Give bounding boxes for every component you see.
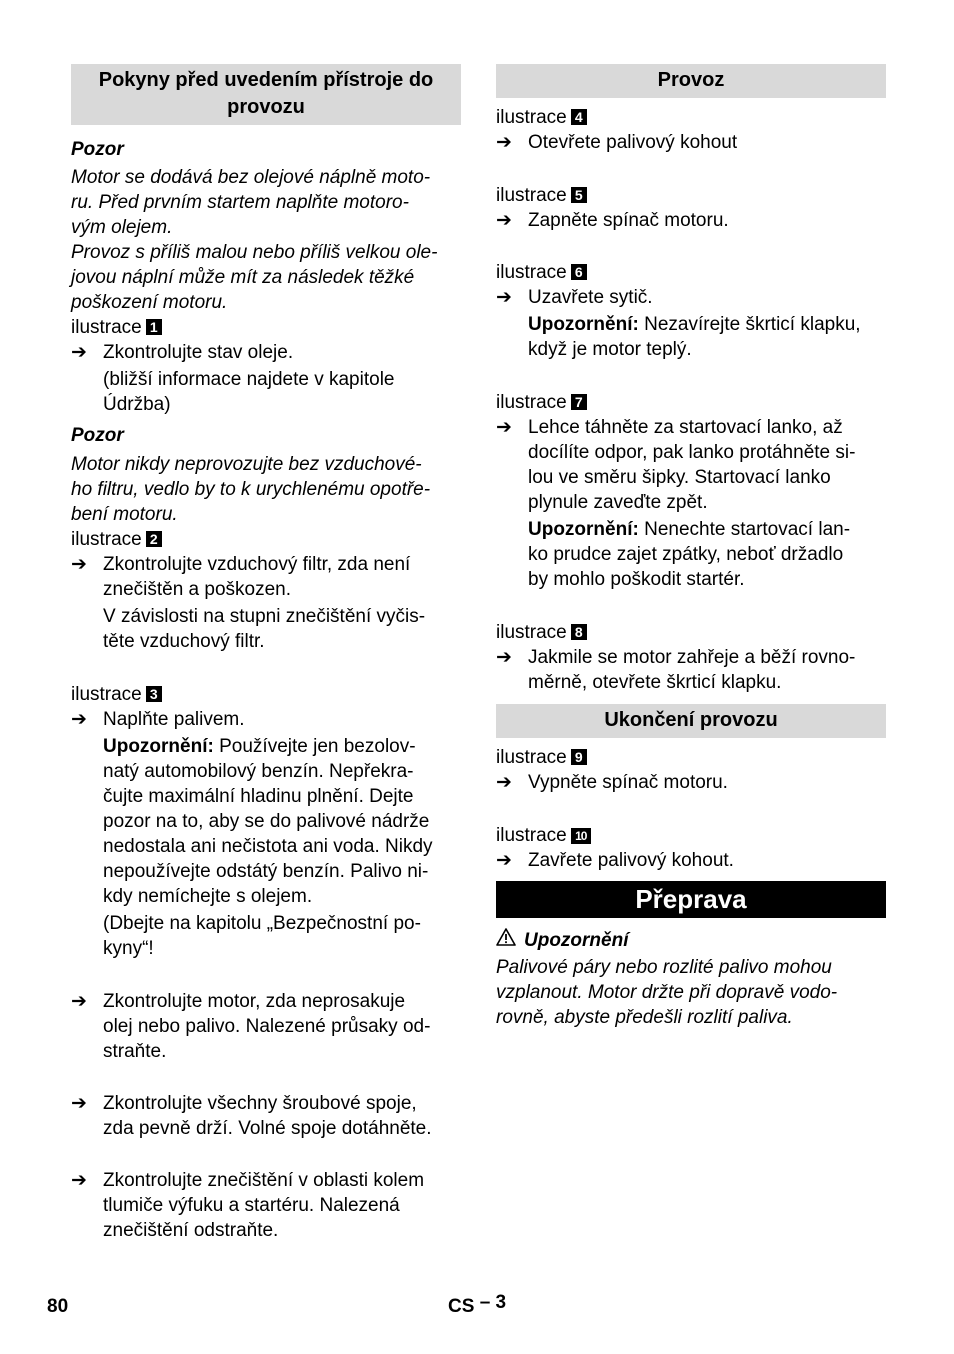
- caution-line: poškození motoru.: [71, 292, 228, 313]
- section-heading-transport: Přeprava: [496, 881, 886, 918]
- step-note-line: [528, 517, 886, 542]
- caution-label: Pozor: [71, 425, 124, 446]
- step-note-line: by mohlo poškodit startér.: [528, 569, 745, 590]
- arrow-right-icon: ➔: [496, 417, 512, 438]
- step-line: plynule zaveďte zpět.: [528, 492, 708, 513]
- figure-reference: [71, 682, 461, 707]
- step-line: Zkontrolujte všechny šroubové spoje,: [103, 1093, 417, 1114]
- warning-line: Palivové páry nebo rozlité palivo mohou: [496, 957, 832, 978]
- arrow-right-icon: ➔: [496, 287, 512, 308]
- figure-label: ilustrace: [71, 529, 142, 550]
- step-line: lou ve směru šipky. Startovací lanko: [528, 467, 831, 488]
- figure-label: ilustrace: [496, 747, 567, 768]
- step-line: Zkontrolujte vzduchový filtr, zda není: [103, 554, 411, 575]
- step-line: znečištění odstraňte.: [103, 1220, 279, 1241]
- footer-section-number: 3: [495, 1292, 507, 1313]
- step-item: [71, 1091, 461, 1141]
- step-line: Zkontrolujte stav oleje.: [103, 342, 294, 363]
- step-line: Zkontrolujte znečištění v oblasti kolem: [103, 1170, 425, 1191]
- step-line: Zavřete palivový kohout.: [528, 850, 734, 871]
- note-text: Nenechte startovací lan-: [638, 519, 851, 540]
- figure-reference: [71, 315, 461, 340]
- arrow-right-icon: ➔: [71, 709, 87, 730]
- step-note-line: [528, 312, 886, 337]
- arrow-right-icon: ➔: [496, 210, 512, 231]
- step-subline: (bližší informace najdete v kapitole: [103, 369, 395, 390]
- step-item: [71, 552, 461, 602]
- step-note: [496, 312, 886, 362]
- figure-label: ilustrace: [496, 392, 567, 413]
- figure-reference: [71, 527, 461, 552]
- section-heading-operation: Provoz: [496, 64, 886, 98]
- footer-section-id: [448, 1292, 507, 1318]
- figure-reference: [496, 745, 886, 770]
- arrow-right-icon: ➔: [496, 850, 512, 871]
- figure-number: 1: [146, 319, 162, 335]
- arrow-right-icon: ➔: [71, 1170, 87, 1191]
- figure-reference: [496, 390, 886, 415]
- figure-reference: [496, 183, 886, 208]
- figure-label: ilustrace: [71, 684, 142, 705]
- step-subline: (Dbejte na kapitolu „Bezpečnostní po-: [103, 913, 421, 934]
- step-subline: těte vzduchový filtr.: [103, 631, 265, 652]
- step-line: Zapněte spínač motoru.: [528, 210, 729, 231]
- figure-number: 9: [571, 749, 587, 765]
- figure-label: ilustrace: [496, 185, 567, 206]
- step-subline: kyny“!: [103, 938, 154, 959]
- figure-reference: [496, 105, 886, 130]
- step-item: [71, 989, 461, 1064]
- figure-label: ilustrace: [496, 107, 567, 128]
- arrow-right-icon: ➔: [71, 1093, 87, 1114]
- step-subtext: [71, 911, 461, 961]
- left-column: [71, 64, 461, 1243]
- figure-label: ilustrace: [496, 622, 567, 643]
- arrow-right-icon: ➔: [71, 991, 87, 1012]
- figure-number: 7: [571, 394, 587, 410]
- step-line: Vypněte spínač motoru.: [528, 772, 728, 793]
- caution-line: Motor se dodává bez olejové náplně moto-: [71, 167, 431, 188]
- section-heading-shutdown: Ukončení provozu: [496, 704, 886, 738]
- step-line: Otevřete palivový kohout: [528, 132, 738, 153]
- note-text: Nezavírejte škrticí klapku,: [638, 314, 861, 335]
- step-item: [496, 770, 886, 795]
- figure-number: 8: [571, 624, 587, 640]
- arrow-right-icon: ➔: [71, 342, 87, 363]
- step-note-line: ko prudce zajet zpátky, neboť držadlo: [528, 544, 844, 565]
- caution-text: [71, 452, 461, 527]
- step-item: [496, 645, 886, 695]
- warning-triangle-icon: [496, 928, 516, 953]
- caution-line: Motor nikdy neprovozujte bez vzduchové-: [71, 454, 422, 475]
- warning-text: [496, 955, 886, 1030]
- figure-label: ilustrace: [71, 317, 142, 338]
- caution-line: ho filtru, vedlo by to k urychlenému opotře-: [71, 479, 431, 500]
- note-label: Upozornění:: [103, 736, 214, 757]
- figure-number: 6: [571, 264, 587, 280]
- arrow-right-icon: ➔: [496, 132, 512, 153]
- arrow-right-icon: ➔: [71, 554, 87, 575]
- page-number: 80: [47, 1296, 69, 1317]
- step-line: měrně, otevřete škrticí klapku.: [528, 672, 782, 693]
- step-item: [71, 340, 461, 365]
- heading-line: provozu: [227, 96, 305, 118]
- figure-reference: [496, 620, 886, 645]
- step-subtext: [71, 367, 461, 417]
- figure-label: ilustrace: [496, 262, 567, 283]
- heading-line: Pokyny před uvedením přístroje do: [98, 69, 434, 91]
- step-line: Lehce táhněte za startovací lanko, až: [528, 417, 843, 438]
- step-line: zda pevně drží. Volné spoje dotáhněte.: [103, 1118, 432, 1139]
- step-line: olej nebo palivo. Nalezené průsaky od-: [103, 1016, 431, 1037]
- step-line: Naplňte palivem.: [103, 709, 245, 730]
- section-heading-pre-start: [71, 64, 461, 125]
- step-subline: V závislosti na stupni znečištění vyčis-: [103, 606, 426, 627]
- warning-line: vzplanout. Motor držte při dopravě vodo-: [496, 982, 838, 1003]
- step-note: [71, 734, 461, 909]
- caution-line: ru. Před prvním startem naplňte motoro-: [71, 192, 409, 213]
- arrow-right-icon: ➔: [496, 772, 512, 793]
- step-item: [71, 707, 461, 732]
- figure-number: 5: [571, 187, 587, 203]
- note-label: Upozornění:: [528, 314, 639, 335]
- step-note-line: nedostala ani nečistota ani voda. Nikdy: [103, 836, 433, 857]
- arrow-right-icon: ➔: [496, 647, 512, 668]
- warning-label: Upozornění: [524, 930, 629, 951]
- step-note-line: nepoužívejte odstátý benzín. Palivo ni-: [103, 861, 429, 882]
- step-line: Jakmile se motor zahřeje a běží rovno-: [528, 647, 856, 668]
- step-note-line: pozor na to, aby se do palivové nádrže: [103, 811, 430, 832]
- caution-line: jovou náplní může mít za následek těžké: [71, 267, 415, 288]
- step-subline: Údržba): [103, 394, 171, 415]
- warning-label-row: [496, 928, 886, 953]
- caution-label: Pozor: [71, 139, 124, 160]
- step-note-line: kdy nemíchejte s olejem.: [103, 886, 313, 907]
- caution-text: [71, 165, 461, 315]
- step-line: tlumiče výfuku a startéru. Nalezená: [103, 1195, 400, 1216]
- step-item: [496, 285, 886, 310]
- language-code: CS: [448, 1296, 475, 1317]
- step-item: [496, 130, 886, 155]
- figure-reference: [496, 260, 886, 285]
- step-item: [496, 208, 886, 233]
- step-note: [496, 517, 886, 592]
- note-text: Používejte jen bezolov-: [213, 736, 416, 757]
- step-line: straňte.: [103, 1041, 167, 1062]
- figure-number: 10: [571, 828, 591, 844]
- figure-number: 4: [571, 109, 587, 125]
- figure-label: ilustrace: [496, 825, 567, 846]
- step-note-line: natý automobilový benzín. Nepřekra-: [103, 761, 414, 782]
- step-line: docílíte odpor, pak lanko protáhněte si-: [528, 442, 856, 463]
- step-subtext: [71, 604, 461, 654]
- figure-reference: [496, 823, 886, 848]
- warning-line: rovně, abyste předešli rozlití paliva.: [496, 1007, 793, 1028]
- figure-number: 3: [146, 686, 162, 702]
- step-item: [496, 848, 886, 873]
- step-line: Uzavřete sytič.: [528, 287, 653, 308]
- step-line: Zkontrolujte motor, zda neprosakuje: [103, 991, 406, 1012]
- footer-separator: –: [479, 1292, 491, 1313]
- right-column: [496, 64, 886, 1030]
- step-note-line: [103, 734, 461, 759]
- caution-line: bení motoru.: [71, 504, 178, 525]
- step-line: znečištěn a poškozen.: [103, 579, 292, 600]
- note-label: Upozornění:: [528, 519, 639, 540]
- step-note-line: když je motor teplý.: [528, 339, 692, 360]
- caution-line: Provoz s příliš malou nebo příliš velkou ole-: [71, 242, 438, 263]
- step-item: [71, 1168, 461, 1243]
- figure-number: 2: [146, 531, 162, 547]
- step-note-line: čujte maximální hladinu plnění. Dejte: [103, 786, 414, 807]
- caution-line: vým olejem.: [71, 217, 173, 238]
- step-item: [496, 415, 886, 515]
